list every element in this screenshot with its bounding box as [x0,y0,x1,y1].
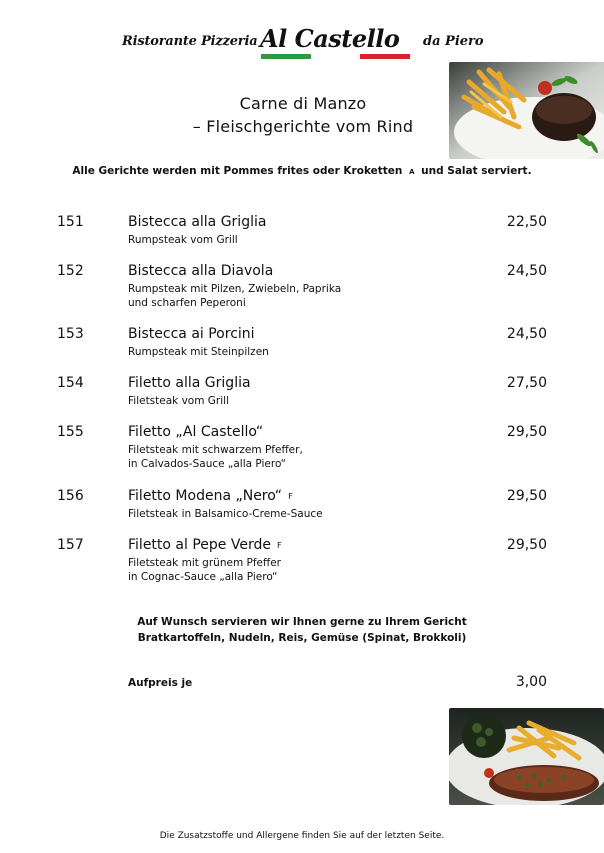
item-description [128,394,229,408]
item-description [128,233,238,247]
side-dish-note [0,614,604,646]
intro-text [0,165,604,177]
surcharge-label: Aufpreis je [128,677,193,689]
item-name-text: Filetto „Al Castello“ [128,424,264,440]
allergen-mark: F [276,541,282,550]
steak-fries-photo [449,62,604,159]
item-number: 156 [57,488,84,504]
intro-allergen-mark: A [409,168,415,176]
item-description [128,507,323,521]
note-line: Bratkartoffeln, Nudeln, Reis, Gemüse (Spinat, Brokkoli) [137,632,467,644]
item-description [128,345,269,359]
page-title: Carne di Manzo [239,94,367,113]
item-number: 153 [57,326,84,342]
item-price: 24,50 [506,326,547,342]
flag-stripe-red [360,54,410,59]
allergen-footer-note: Die Zusatzstoffe und Allergene finden Sie auf der letzten Seite. [159,831,445,841]
item-description-line: Rumpsteak mit Pilzen, Zwiebeln, Paprika [128,283,342,295]
intro-text-end: und Salat serviert. [421,165,532,177]
item-number: 154 [57,375,84,391]
item-name-text: Bistecca ai Porcini [128,326,255,342]
item-description-line: in Cognac-Sauce „alla Piero“ [128,571,278,583]
item-description [128,443,303,471]
flag-stripe-green [261,54,311,59]
item-description [128,282,341,310]
item-price: 29,50 [506,537,547,553]
item-description-line: und scharfen Peperoni [128,297,246,309]
page-subtitle: – Fleischgerichte vom Rind [192,117,414,136]
steak-plate-photo [449,708,604,805]
item-name [128,263,273,279]
item-price: 29,50 [506,424,547,440]
brand-suffix: da Piero [423,34,484,49]
intro-text-main: Alle Gerichte werden mit Pommes frites oder Kroketten [72,165,403,177]
allergen-mark: F [288,492,293,501]
item-description-line: Filetsteak mit grünem Pfeffer [128,557,282,569]
item-name [128,375,251,391]
item-name-text: Bistecca alla Diavola [128,263,274,279]
item-number: 155 [57,424,84,440]
brand-header [0,24,604,64]
item-name-text: Filetto Modena „Nero“ [128,488,283,504]
item-description-line: Rumpsteak mit Steinpilzen [128,346,269,358]
item-number: 152 [57,263,84,279]
item-number: 151 [57,214,84,230]
item-description-line: Filetsteak vom Grill [128,395,229,407]
item-description-line: Filetsteak mit schwarzem Pfeffer, [128,444,303,456]
item-description-line: Rumpsteak vom Grill [128,234,238,246]
item-name [128,488,293,504]
item-description-line: in Calvados-Sauce „alla Piero“ [128,458,287,470]
item-description [128,556,281,584]
item-name [128,214,266,230]
item-name-text: Filetto al Pepe Verde [128,537,271,553]
brand-prefix: Ristorante Pizzeria [122,34,258,49]
brand-name: Al Castello [260,24,400,53]
item-price: 24,50 [506,263,547,279]
item-price: 22,50 [506,214,547,230]
item-name [128,424,263,440]
item-price: 29,50 [506,488,547,504]
item-name-text: Filetto alla Griglia [128,375,251,391]
item-name [128,326,255,342]
item-name [128,537,282,553]
surcharge-price: 3,00 [515,674,547,690]
item-number: 157 [57,537,84,553]
note-line: Auf Wunsch servieren wir Ihnen gerne zu Ihrem Gericht [137,616,467,628]
item-description-line: Filetsteak in Balsamico-Creme-Sauce [128,508,323,520]
item-price: 27,50 [506,375,547,391]
item-name-text: Bistecca alla Griglia [128,214,267,230]
